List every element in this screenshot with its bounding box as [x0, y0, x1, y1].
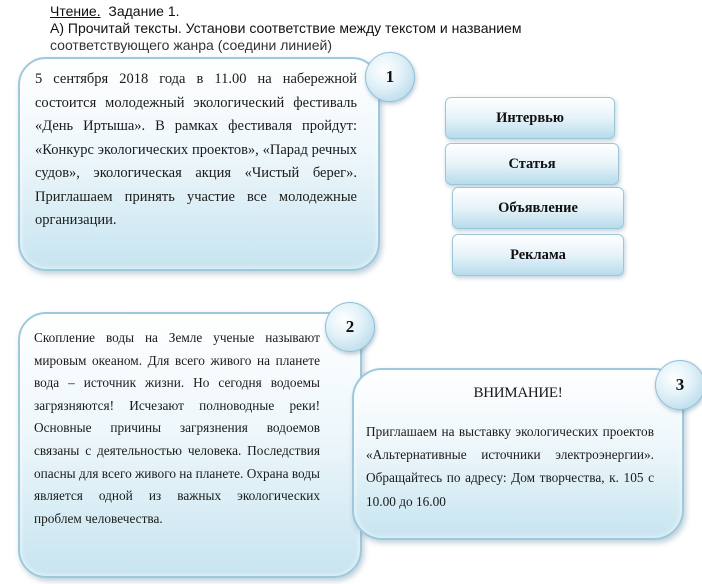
- text-2-body: Скопление воды на Земле ученые называют мировым океаном. Для всего живого на планете вода – источник жизни. Но сегодня водоемы загрязняются! Исчезают полноводные реки! Основные причины загрязнения водоемов связаны с деятельностью человека. Последствия опасны для всего живого на планете. Охрана воды является одной из важных экологических проблем человечества.: [34, 330, 320, 526]
- text-3-number: 3: [655, 360, 702, 410]
- task-instruction-rest: . Установи соответствие между текстом и названием: [177, 20, 522, 36]
- task-instruction-continued: соответствующего жанра (соедини линией): [50, 37, 333, 53]
- task-number: Задание 1.: [108, 3, 180, 19]
- text-3-body: Приглашаем на выставку экологических проектов «Альтернативные источники электроэнергии». Обращайтесь по адресу: Дом творчества, к. 105 с 10.00 до 16.00: [366, 424, 654, 509]
- genre-announcement[interactable]: Объявление: [452, 187, 624, 229]
- task-title: [50, 3, 180, 19]
- genre-advertisement[interactable]: Реклама: [452, 234, 624, 276]
- task-section-label: Чтение.: [50, 3, 101, 19]
- task-instruction-label: А) Прочитай тексты: [50, 20, 178, 36]
- task-instruction: [50, 20, 521, 36]
- text-2-number: 2: [325, 302, 375, 352]
- genre-article[interactable]: Статья: [445, 143, 619, 185]
- text-1-body: 5 сентября 2018 года в 11.00 на набережной состоится молодежный экологический фестиваль «День Иртыша». В рамках фестиваля пройдут: «Конкурс экологических проектов», «Парад речных судов», экологическая акция «Чистый берег». Приглашаем принять участие все молодежные организации.: [35, 71, 357, 228]
- text-3-title: ВНИМАНИЕ!: [473, 385, 563, 401]
- text-1-number: 1: [365, 52, 415, 102]
- genre-interview[interactable]: Интервью: [445, 97, 615, 139]
